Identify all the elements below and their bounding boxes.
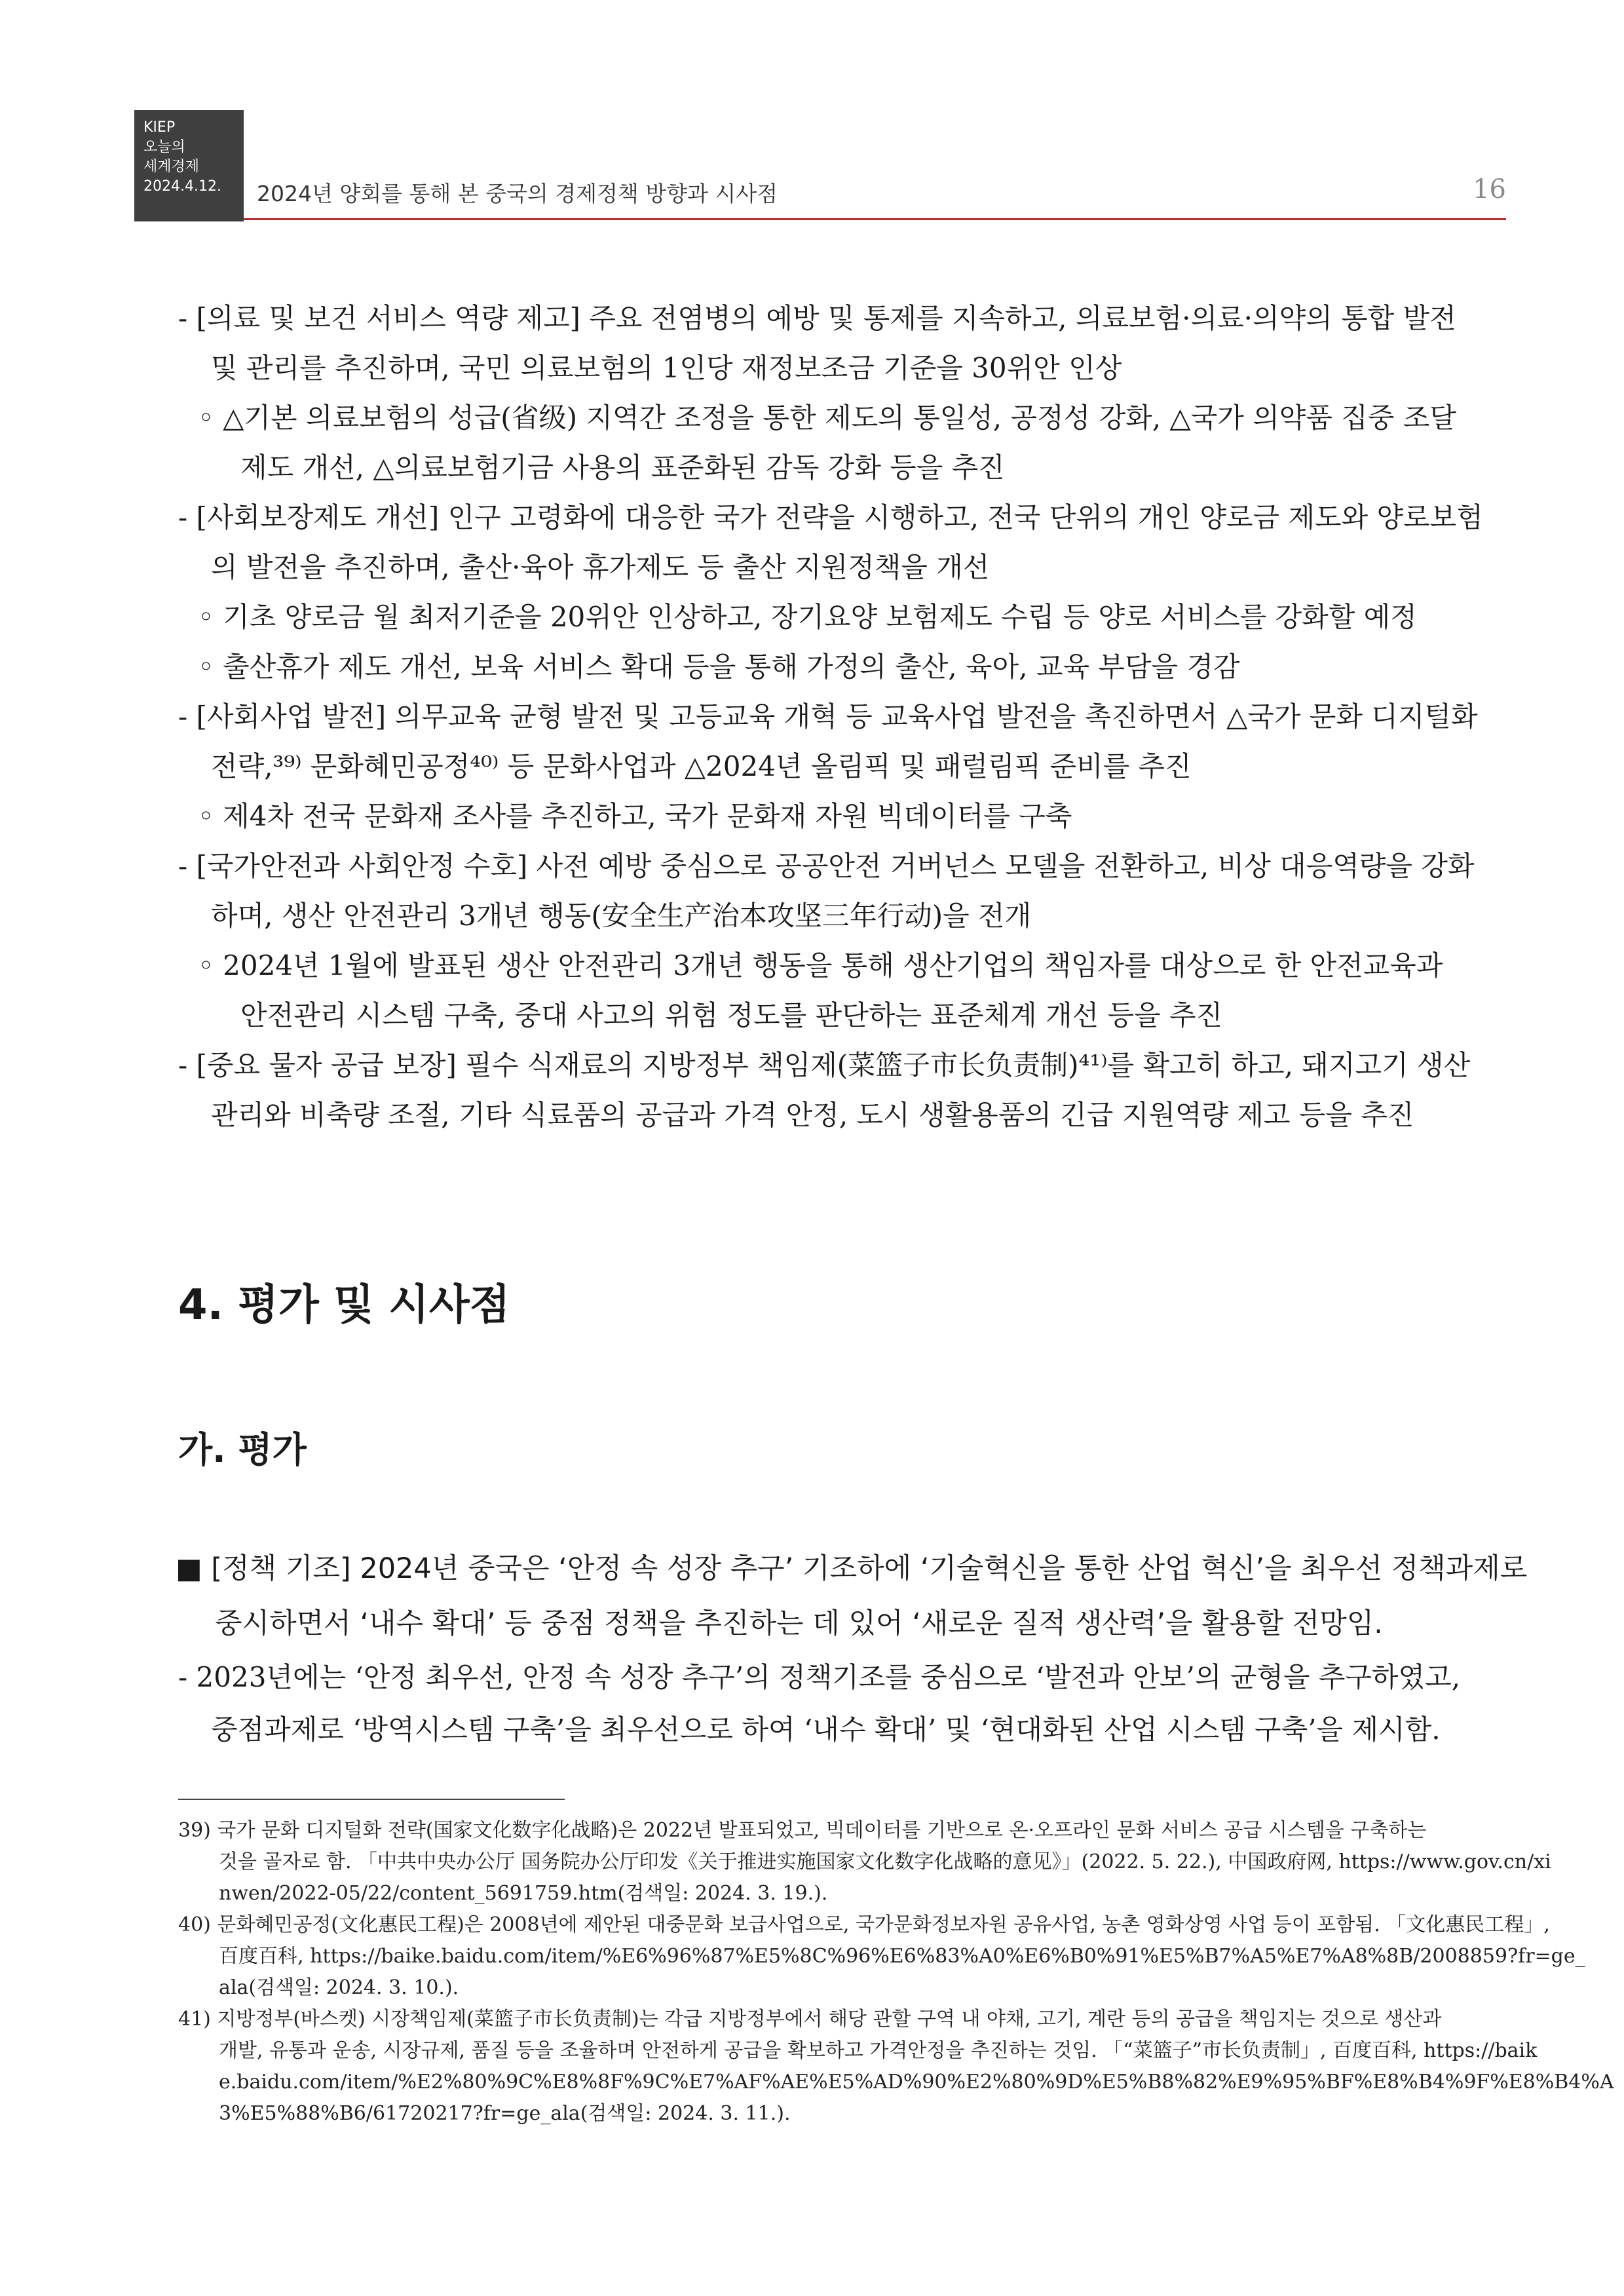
- body-line: - [중요 물자 공급 보장] 필수 식재료의 지방정부 책임제(菜篮子市长负责制)⁴¹⁾를 확고히 하고, 돼지고기 생산: [178, 1049, 1471, 1081]
- detail-line-1: - 2023년에는 ‘안정 최우선, 안정 속 성장 추구’의 정책기조를 중심으로 ‘발전과 안보’의 균형을 추구하였고,: [178, 1661, 1461, 1693]
- body-line: 및 관리를 추진하며, 국민 의료보험의 1인당 재정보조금 기준을 30위안 인상: [211, 352, 1122, 384]
- body-line: - [국가안전과 사회안정 수호] 사전 예방 중심으로 공공안전 거버넌스 모델을 전환하고, 비상 대응역량을 강화: [178, 850, 1475, 882]
- policy-line-2: 중시하면서 ‘내수 확대’ 등 중점 정책을 추진하는 데 있어 ‘새로운 질적 생산력’을 활용할 전망임.: [215, 1607, 1383, 1640]
- body-line: ◦ 출산휴가 제도 개선, 보육 서비스 확대 등을 통해 가정의 출산, 육아, 교육 부담을 경감: [198, 651, 1240, 683]
- body-line: 관리와 비축량 조절, 기타 식료품의 공급과 가격 안정, 도시 생활용품의 긴급 지원역량 제고 등을 추진: [211, 1099, 1414, 1131]
- body-line: ◦ △기본 의료보험의 성급(省级) 지역간 조정을 통한 제도의 통일성, 공정성 강화, △국가 의약품 집중 조달: [198, 402, 1456, 434]
- subsection-heading: 가. 평가: [178, 1429, 307, 1470]
- body-line: ◦ 제4차 전국 문화재 조사를 추진하고, 국가 문화재 자원 빅데이터를 구축: [198, 800, 1072, 832]
- series-name-2: 세계경제: [143, 159, 200, 175]
- footnote-line: 것을 골자로 함. 「中共中央办公厅 国务院办公厅印发《关于推进实施国家文化数字化战略的意见》」(2022. 5. 22.), 中国政府网, https://www.gov.cn/xi: [219, 1850, 1551, 1873]
- body-line: 안전관리 시스템 구축, 중대 사고의 위험 정도를 판단하는 표준체계 개선 등을 추진: [240, 999, 1223, 1031]
- page-number: 16: [1473, 174, 1506, 204]
- footnote-line: nwen/2022-05/22/content_5691759.htm(검색일: 2024. 3. 19.).: [219, 1882, 828, 1905]
- section-heading: 4. 평가 및 시사점: [178, 1281, 510, 1330]
- body-line: 의 발전을 추진하며, 출산·육아 휴가제도 등 출산 지원정책을 개선: [211, 551, 990, 583]
- body-line: - [사회사업 발전] 의무교육 균형 발전 및 고등교육 개혁 등 교육사업 발전을 촉진하면서 △국가 문화 디지털화: [178, 700, 1478, 733]
- footnote-line: 3%E5%88%B6/61720217?fr=ge_ala(검색일: 2024. 3. 11.).: [219, 2102, 791, 2125]
- body-line: 제도 개선, △의료보험기금 사용의 표준화된 감독 강화 등을 추진: [240, 451, 1005, 484]
- body-line: 하며, 생산 안전관리 3개년 행동(安全生产治本攻坚三年行动)을 전개: [211, 900, 1032, 932]
- footnote-line: 百度百科, https://baike.baidu.com/item/%E6%96%87%E5%8C%96%E6%83%A0%E6%B0%91%E5%B7%A5%E7%A8%8B/2008859?fr=ge_: [219, 1945, 1585, 1968]
- footnote-line: e.baidu.com/item/%E2%80%9C%E8%8F%9C%E7%AF%AE%E5%AD%90%E2%80%9D%E5%B8%82%E9%95%BF%E8%B4%9F%E8%B4%A: [219, 2071, 1614, 2094]
- running-header-title: 2024년 양회를 통해 본 중국의 경제정책 방향과 시사점: [257, 181, 778, 206]
- series-name-1: 오늘의: [143, 139, 185, 155]
- footnote-divider: [178, 1799, 565, 1800]
- header-divider: [244, 218, 1506, 220]
- body-line: - [사회보장제도 개선] 인구 고령화에 대응한 국가 전략을 시행하고, 전국 단위의 개인 양로금 제도와 양로보험: [178, 501, 1483, 533]
- footnote-line: 39) 국가 문화 디지털화 전략(国家文化数字化战略)은 2022년 발표되었고, 빅데이터를 기반으로 온·오프라인 문화 서비스 공급 시스템을 구축하는: [178, 1819, 1427, 1842]
- footnote-line: 개발, 유통과 운송, 시장규제, 품질 등을 조율하며 안전하게 공급을 확보하고 가격안정을 추진하는 것임. 「“菜篮子”市长负责制」, 百度百科, https://baik: [219, 2039, 1538, 2062]
- policy-line-1: ■ [정책 기조] 2024년 중국은 ‘안정 속 성장 추구’ 기조하에 ‘기술혁신을 통한 산업 혁신’을 최우선 정책과제로: [176, 1552, 1528, 1585]
- body-text: [178, 294, 1488, 1140]
- footnote-line: 40) 문화혜민공정(文化惠民工程)은 2008년에 제안된 대중문화 보급사업으로, 국가문화정보자원 공유사업, 농촌 영화상영 사업 등이 포함됨. 「文化惠民工程」,: [178, 1913, 1550, 1936]
- footnote-line: 41) 지방정부(바스켓) 시장책임제(菜篮子市长负责制)는 각급 지방정부에서 해당 관할 구역 내 야채, 고기, 계란 등의 공급을 책임지는 것으로 생산과: [178, 2008, 1442, 2031]
- body-line: 전략,³⁹⁾ 문화혜민공정⁴⁰⁾ 등 문화사업과 △2024년 올림픽 및 패럴림픽 준비를 추진: [211, 750, 1192, 782]
- detail-paragraph: [178, 1651, 1495, 1756]
- policy-stance-paragraph: [176, 1541, 1528, 1651]
- body-line: ◦ 2024년 1월에 발표된 생산 안전관리 3개년 행동을 통해 생산기업의 책임자를 대상으로 한 안전교육과: [198, 949, 1443, 982]
- detail-line-2: 중점과제로 ‘방역시스템 구축’을 최우선으로 하여 ‘내수 확대’ 및 ‘현대화된 산업 시스템 구축’을 제시함.: [211, 1713, 1441, 1746]
- kiep-badge: [134, 110, 244, 221]
- footnotes: [178, 1815, 1614, 2130]
- body-line: ◦ 기초 양로금 월 최저기준을 20위안 인상하고, 장기요양 보험제도 수립 등 양로 서비스를 강화할 예정: [198, 601, 1417, 633]
- body-line: - [의료 및 보건 서비스 역량 제고] 주요 전염병의 예방 및 통제를 지속하고, 의료보험·의료·의약의 통합 발전: [178, 302, 1456, 334]
- footnote-line: ala(검색일: 2024. 3. 10.).: [219, 1976, 459, 1999]
- org-name: KIEP: [143, 119, 176, 136]
- issue-date: 2024.4.12.: [143, 178, 221, 195]
